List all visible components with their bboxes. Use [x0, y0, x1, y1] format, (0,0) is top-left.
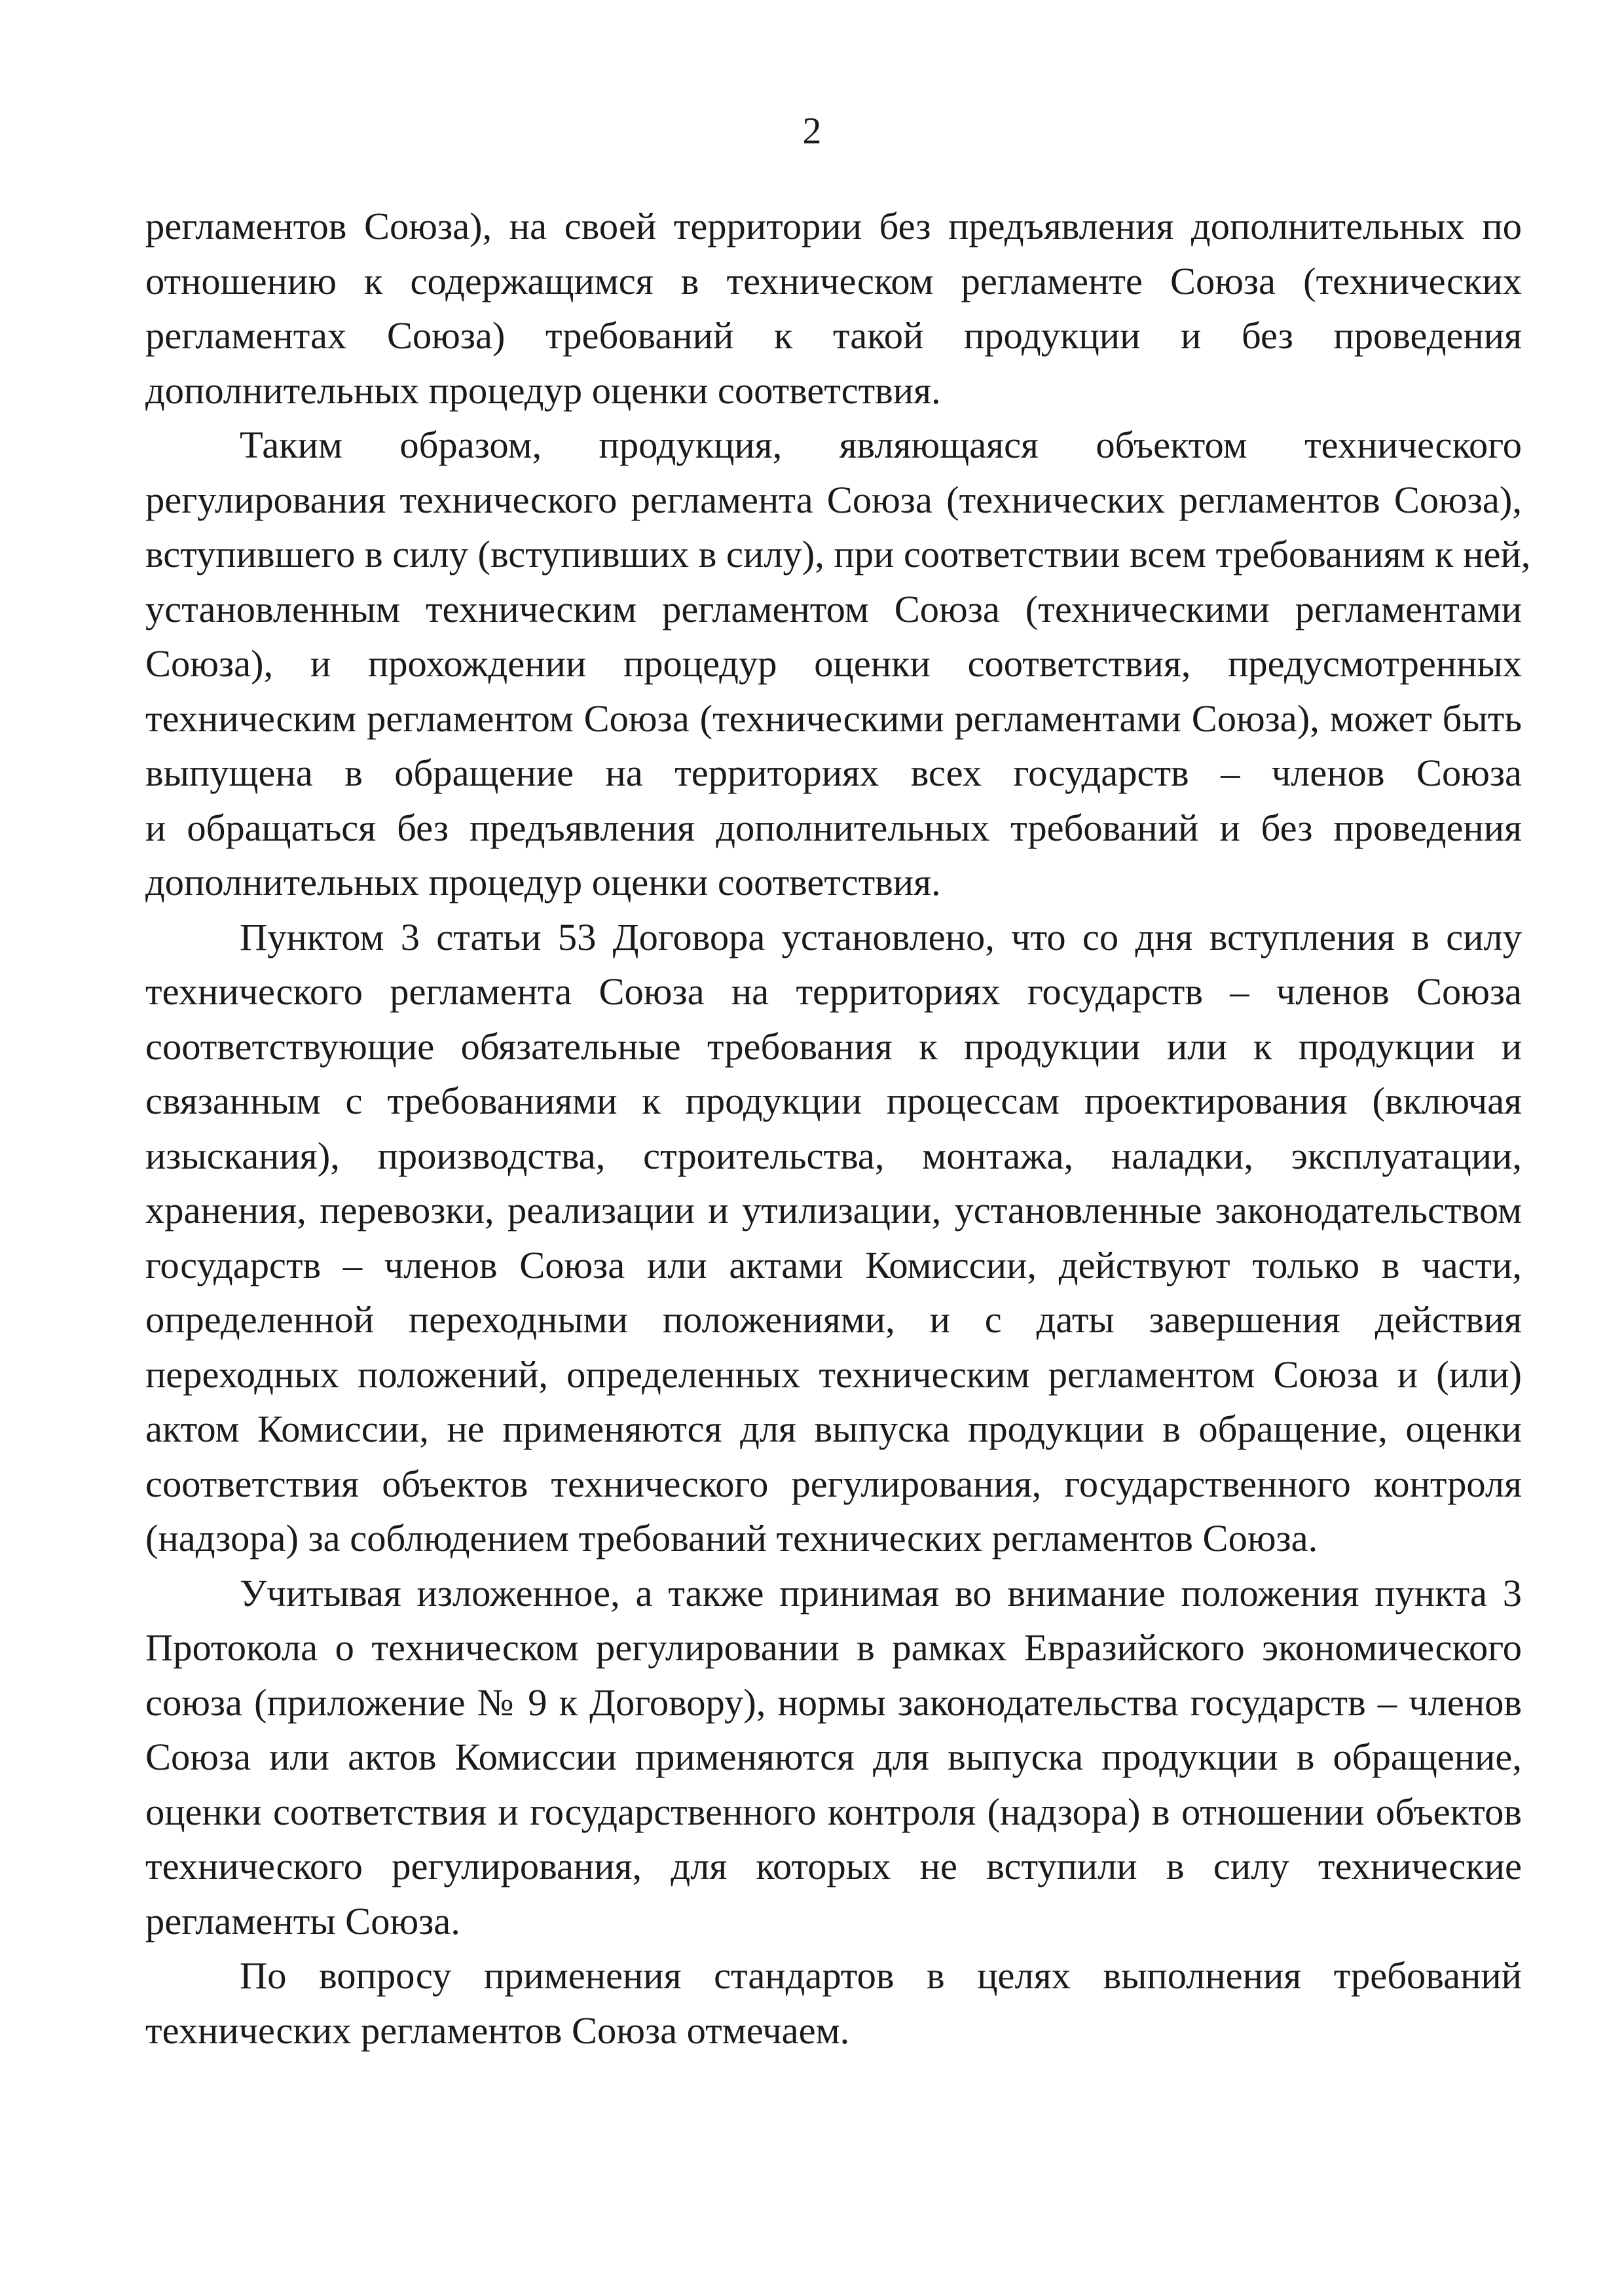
text-line: отношению к содержащимся в техническом регламенте Союза (технических [145, 259, 1522, 302]
text-line: определенной переходными положениями, и с даты завершения действия [145, 1298, 1522, 1341]
paragraph-2 [145, 418, 1531, 910]
text-line: дополнительных процедур оценки соответствия. [145, 861, 941, 903]
document-body [145, 199, 1531, 2058]
page-number: 2 [802, 109, 822, 152]
text-line: По вопросу применения стандартов в целях выполнения требований [240, 1954, 1522, 1997]
text-line: установленным техническим регламентом Союза (техническими регламентами [145, 587, 1522, 630]
text-line: техническим регламентом Союза (техническими регламентами Союза), может быть [145, 697, 1522, 740]
text-line: регламентов Союза), на своей территории без предъявления дополнительных по [145, 205, 1522, 247]
text-line: актом Комиссии, не применяются для выпуска продукции в обращение, оценки [145, 1408, 1522, 1450]
text-line: (надзора) за соблюдением требований технических регламентов Союза. [145, 1517, 1318, 1559]
text-line: государств – членов Союза или актами Комиссии, действуют только в части, [145, 1243, 1522, 1286]
text-line: Таким образом, продукция, являющаяся объектом технического [240, 424, 1522, 466]
text-line: связанным с требованиями к продукции процессам проектирования (включая [145, 1080, 1522, 1122]
text-line: регламенты Союза. [145, 1899, 460, 1942]
text-line: технических регламентов Союза отмечаем. [145, 2009, 850, 2052]
text-line: оценки соответствия и государственного контроля (надзора) в отношении объектов [145, 1790, 1522, 1833]
text-line: технического регламента Союза на территориях государств – членов Союза [145, 970, 1522, 1013]
text-line: соответствующие обязательные требования к продукции или к продукции и [145, 1025, 1522, 1068]
text-line: Учитывая изложенное, а также принимая во внимание положения пункта 3 [240, 1571, 1522, 1614]
text-line: регламентах Союза) требований к такой продукции и без проведения [145, 314, 1522, 357]
text-line: изыскания), производства, строительства, монтажа, наладки, эксплуатации, [145, 1134, 1522, 1177]
text-line: Союза или актов Комиссии применяются для выпуска продукции в обращение, [145, 1736, 1522, 1778]
text-line: хранения, перевозки, реализации и утилизации, установленные законодательством [145, 1189, 1522, 1231]
text-line: Протокола о техническом регулировании в рамках Евразийского экономического [145, 1626, 1522, 1669]
paragraph-4 [145, 1566, 1522, 1949]
text-line: союза (приложение № 9 к Договору), нормы законодательства государств – членов [145, 1681, 1522, 1724]
text-line: дополнительных процедур оценки соответствия. [145, 369, 941, 412]
paragraph-5 [145, 1948, 1522, 2058]
text-line: технического регулирования, для которых не вступили в силу технические [145, 1845, 1522, 1887]
text-line: соответствия объектов технического регулирования, государственного контроля [145, 1462, 1522, 1505]
text-line: переходных положений, определенных техническим регламентом Союза и (или) [145, 1353, 1522, 1396]
text-line: регулирования технического регламента Союза (технических регламентов Союза), [145, 478, 1522, 521]
text-line: вступившего в силу (вступивших в силу), при соответствии всем требованиям к ней, [145, 533, 1531, 575]
text-line: Пунктом 3 статьи 53 Договора установлено, что со дня вступления в силу [240, 915, 1522, 958]
text-line: Союза), и прохождении процедур оценки соответствия, предусмотренных [145, 642, 1522, 685]
text-line: выпущена в обращение на территориях всех государств – членов Союза [145, 752, 1522, 794]
text-line: и обращаться без предъявления дополнительных требований и без проведения [145, 806, 1522, 849]
paragraph-3 [145, 910, 1522, 1566]
paragraph-1 [145, 199, 1522, 418]
